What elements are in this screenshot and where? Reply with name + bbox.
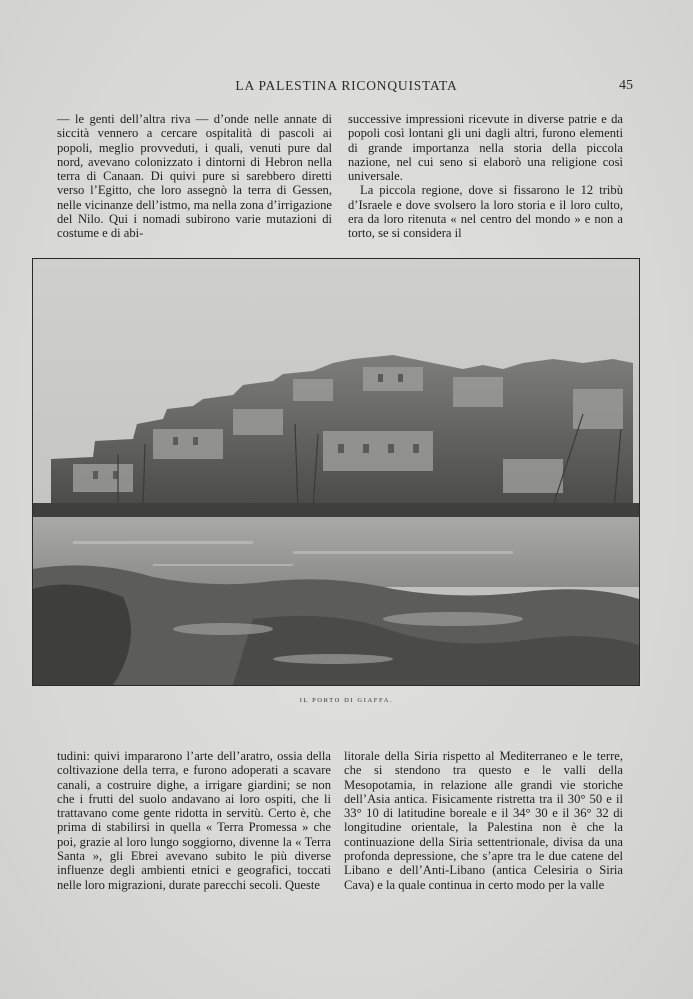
running-title: LA PALESTINA RICONQUISTATA [235, 78, 458, 93]
page-header [56, 78, 637, 98]
harbor-photograph [32, 258, 640, 686]
page-number: 45 [619, 78, 633, 93]
text-column-bottom-left [57, 749, 331, 892]
text-column-bottom-right [344, 749, 623, 892]
paragraph: tudini: quivi impararono l’arte dell’aratro, ossia della coltivazione della terra, e furono adoperati a scavare canali, a costruire dighe, a irrigare giardini; se non che i frutti del suolo andavano ai loro ospiti, che li trattavano come gente ridotta in servitù. Certo è, che prima di stabilirsi in quella « Terra Promessa » che poi, grazie al loro lungo soggiorno, divenne la « Terra Santa », gli Ebrei avevano subito le più diverse influenze degli ambienti etnici e geografici, toccati nelle loro migrazioni, durate parecchi secoli. Queste [57, 749, 331, 892]
text-column-top-left [57, 112, 332, 241]
paragraph: — le genti dell’altra riva — d’onde nelle annate di siccità vennero a cercare ospitalità di pascoli ai popoli, meglio provveduti, i quali, venuti pure dal nord, avevano colonizzato i dintorni di Hebron nella terra di Canaan. Di quivi pure si sarebbero diretti verso l’Egitto, che loro assegnò la terra di Gessen, nelle vicinanze dell’istmo, ma nella zona d’irrigazione del Nilo. Qui i nomadi subirono varie mutazioni di costume e di abi- [57, 112, 332, 241]
paragraph: La piccola regione, dove si fissarono le 12 tribù d’Israele e dove svolsero la loro storia e il loro culto, era da loro ritenuta « nel centro del mondo » e non a torto, se si considera il [348, 183, 623, 241]
paragraph: successive impressioni ricevute in diverse patrie e da popoli così lontani gli uni dagli altri, furono elementi di grande importanza nella storia della piccola nazione, nel cui seno si elaborò una religione così universale. [348, 112, 623, 184]
photo-caption: IL PORTO DI GIAFFA. [299, 697, 394, 704]
text-column-top-right [348, 112, 623, 241]
paragraph: litorale della Siria rispetto al Mediterraneo e le terre, che si stendono tra questo e le valli della Mesopotamia, in relazione alle grandi vie storiche dell’Asia antica. Fisicamente ristretta tra il 30° 50 e il 33° 10 di latitudine boreale e il 34° 30 e il 36° 32 di longitudine orientale, la Palestina non è che la continuazione della Siria settentrionale, divisa da una profonda depressione, che s’apre tra le due catene del Libano e dell’Anti-Libano (antica Celesiria o Siria Cava) e la quale continua in certo modo per la valle [344, 749, 623, 892]
